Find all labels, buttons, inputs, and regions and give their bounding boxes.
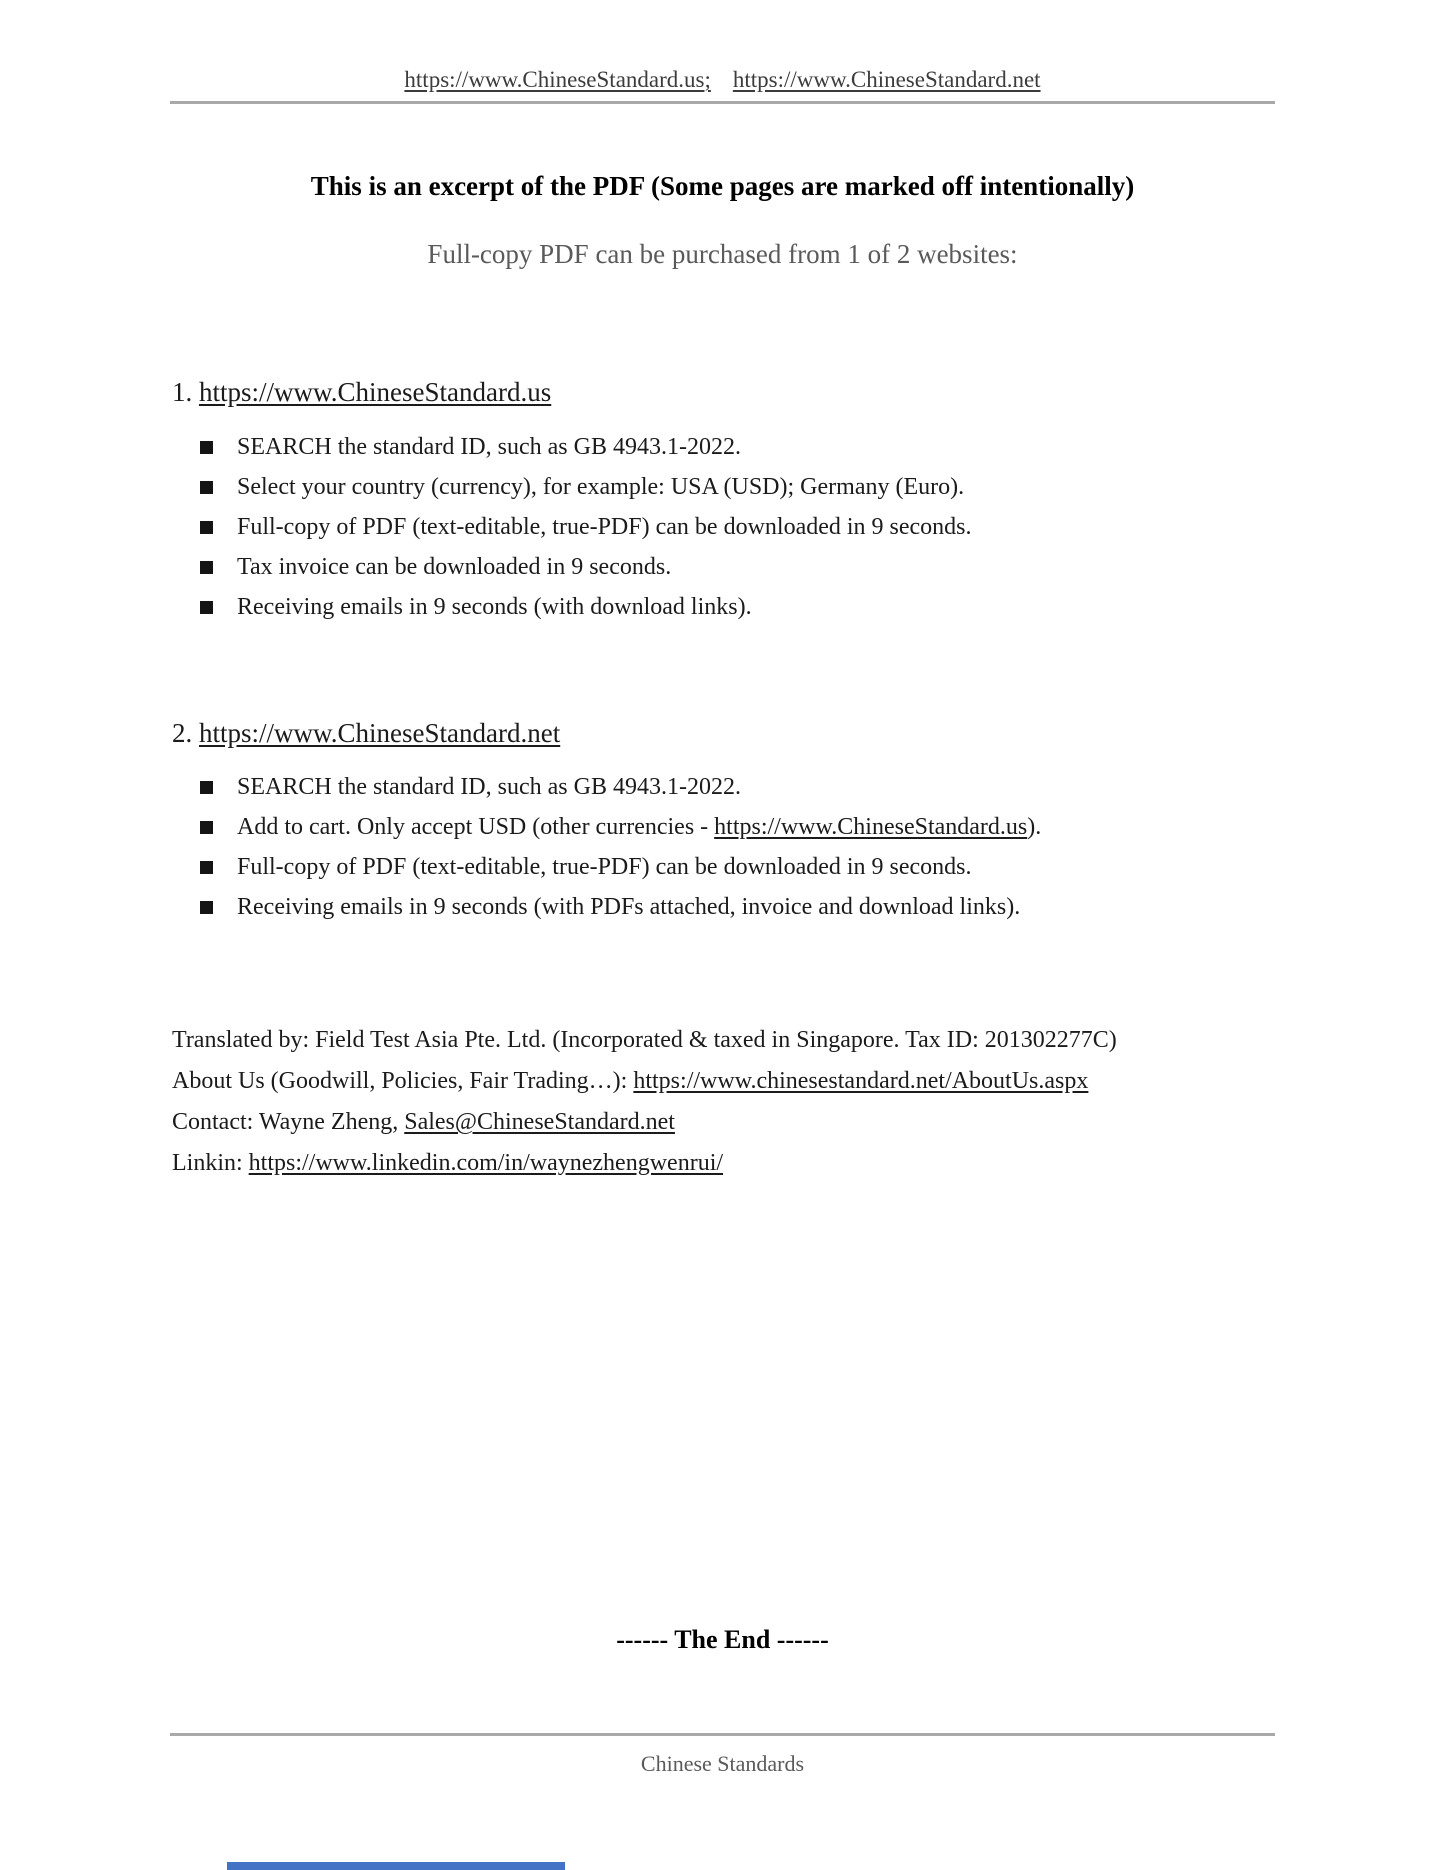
linkedin-line: Linkin: https://www.linkedin.com/in/waynezhengwenrui/ (172, 1150, 724, 1176)
inline-chinesestandard-us-link[interactable]: https://www.ChineseStandard.us (714, 813, 1028, 840)
header (0, 66, 1445, 94)
list-item-text: Full-copy of PDF (text-editable, true-PDF) can be downloaded in 9 seconds. (237, 513, 972, 540)
header-separator: ; (704, 67, 711, 92)
list-item-text: Receiving emails in 9 seconds (with PDFs attached, invoice and download links). (237, 893, 1021, 920)
list-item (200, 507, 1300, 547)
list-item-text: Select your country (currency), for example: USA (USD); Germany (Euro). (237, 473, 965, 500)
section-1-link[interactable]: https://www.ChineseStandard.us (199, 377, 552, 407)
bullet-square-icon (200, 901, 213, 914)
list-item (200, 887, 1300, 927)
footer-divider (170, 1733, 1275, 1736)
list-item-text: Tax invoice can be downloaded in 9 seconds. (237, 553, 672, 580)
list-item-text: SEARCH the standard ID, such as GB 4943.1-2022. (237, 433, 741, 460)
bullet-square-icon (200, 481, 213, 494)
bullet-square-icon (200, 821, 213, 834)
footer-text: Chinese Standards (640, 1751, 805, 1776)
section-1-number: 1. (172, 377, 193, 407)
list-item (200, 587, 1300, 627)
section-2-number: 2. (172, 718, 193, 748)
bullet-square-icon (200, 781, 213, 794)
end-marker: ------ The End ------ (616, 1625, 829, 1654)
list-item (200, 467, 1300, 507)
bullet-square-icon (200, 601, 213, 614)
list-item (200, 767, 1300, 807)
list-item-text: SEARCH the standard ID, such as GB 4943.1-2022. (237, 773, 741, 800)
list-item (200, 427, 1300, 467)
bullet-square-icon (200, 561, 213, 574)
list-item (200, 807, 1300, 847)
header-divider (170, 101, 1275, 104)
page-subtitle: Full-copy PDF can be purchased from 1 of 2 websites: (427, 239, 1018, 269)
bottom-blue-bar (227, 1862, 565, 1870)
translated-by-line: Translated by: Field Test Asia Pte. Ltd. (Incorporated & taxed in Singapore. Tax ID: 201302277C) (172, 1027, 1117, 1053)
about-us-link[interactable]: https://www.chinesestandard.net/AboutUs.aspx (633, 1068, 1089, 1094)
info-paragraph (172, 1020, 1332, 1184)
list-item-text: Full-copy of PDF (text-editable, true-PDF) can be downloaded in 9 seconds. (237, 853, 972, 880)
bullet-square-icon (200, 521, 213, 534)
sales-email-link[interactable]: Sales@ChineseStandard.net (404, 1109, 675, 1135)
list-item-text: Add to cart. Only accept USD (other currencies - https://www.ChineseStandard.us). (237, 813, 1042, 840)
bullet-square-icon (200, 441, 213, 454)
header-chinesestandard-us-link[interactable]: https://www.ChineseStandard.us (404, 67, 705, 92)
about-us-line: About Us (Goodwill, Policies, Fair Trading…): https://www.chinesestandard.net/AboutUs.aspx (172, 1068, 1089, 1094)
section-1-list (200, 427, 1300, 627)
header-chinesestandard-net-link[interactable]: https://www.ChineseStandard.net (732, 67, 1041, 92)
list-item (200, 847, 1300, 887)
section-2-list (200, 767, 1300, 927)
linkedin-link[interactable]: https://www.linkedin.com/in/waynezhengwenrui/ (248, 1150, 724, 1176)
contact-line: Contact: Wayne Zheng, Sales@ChineseStandard.net (172, 1109, 675, 1135)
section-2-heading (172, 715, 560, 751)
list-item-text: Receiving emails in 9 seconds (with download links). (237, 593, 752, 620)
page-title: This is an excerpt of the PDF (Some pages are marked off intentionally) (310, 171, 1135, 201)
section-2-link[interactable]: https://www.ChineseStandard.net (199, 718, 561, 748)
section-1-heading (172, 374, 551, 410)
bullet-square-icon (200, 861, 213, 874)
list-item (200, 547, 1300, 587)
